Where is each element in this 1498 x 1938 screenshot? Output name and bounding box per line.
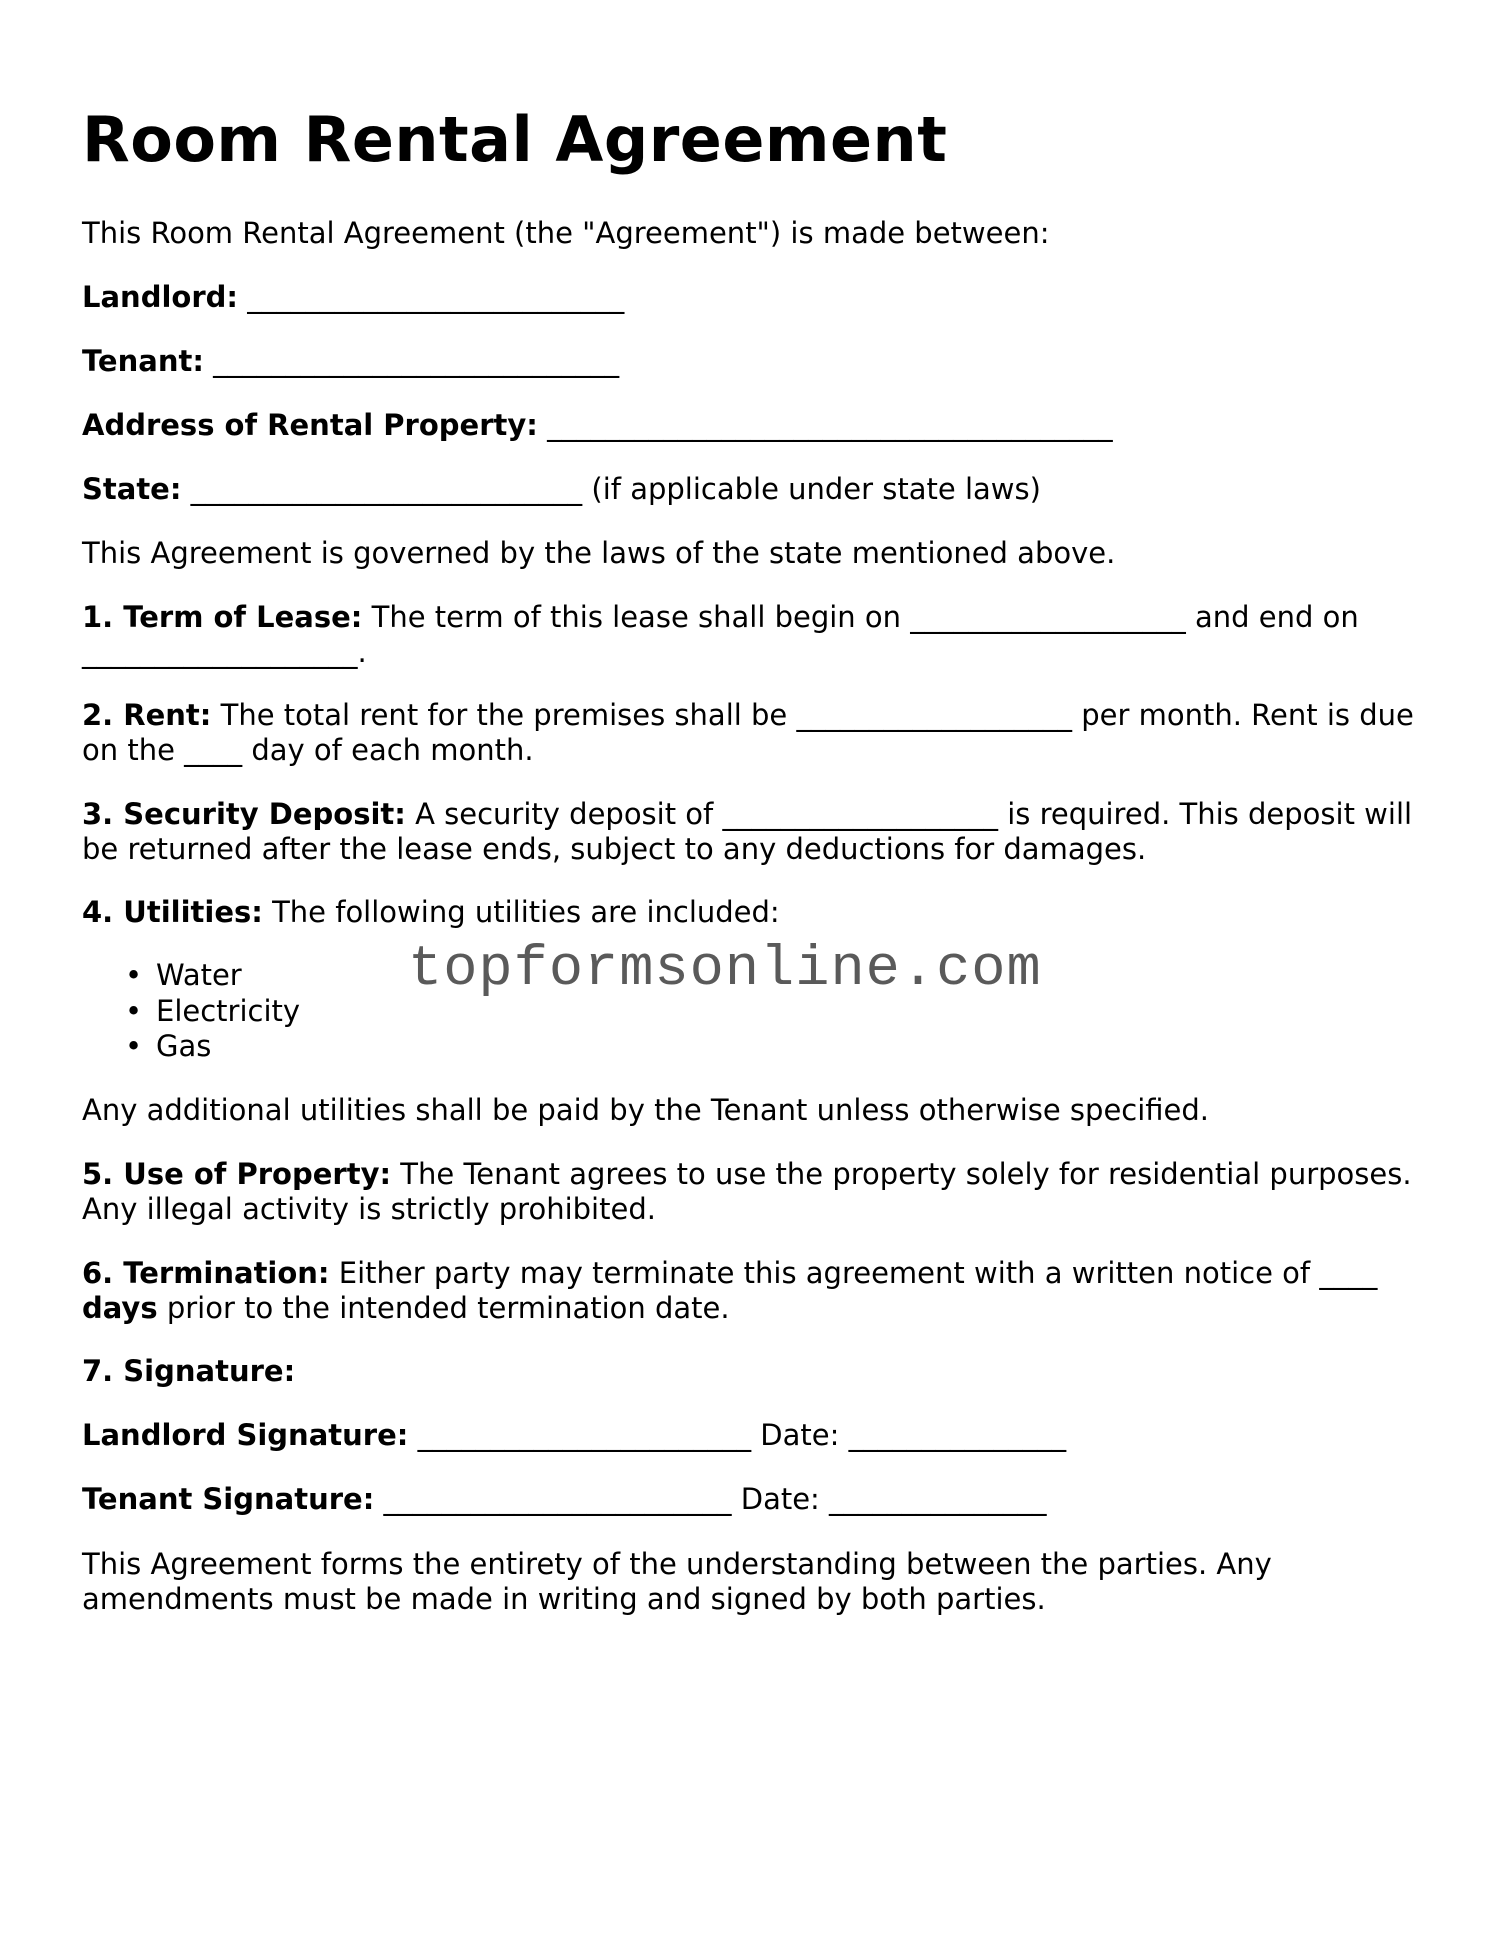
rent-amount-blank: ___________________ xyxy=(796,698,1072,732)
rent-label: 2. Rent: xyxy=(82,698,212,732)
use-clause xyxy=(82,1157,1422,1227)
utilities-label: 4. Utilities: xyxy=(82,895,263,929)
tenant-signature-blank: ________________________ xyxy=(383,1482,732,1516)
landlord-signature-blank: _______________________ xyxy=(417,1418,752,1452)
term-start-blank: ___________________ xyxy=(910,600,1186,634)
state-label: State: xyxy=(82,472,182,506)
governed-text: This Agreement is governed by the laws of the state mentioned above. xyxy=(82,536,1116,570)
tenant-line xyxy=(82,344,1422,379)
rent-clause xyxy=(82,698,1422,768)
utility-electricity: Electricity xyxy=(156,993,301,1028)
termination-days: days xyxy=(82,1291,158,1325)
bullet-icon: • xyxy=(125,1029,143,1063)
term-label: 1. Term of Lease: xyxy=(82,600,363,634)
tenant-date-label: Date: xyxy=(740,1482,820,1516)
bullet-icon: • xyxy=(125,958,143,992)
rent-day-blank: ____ xyxy=(184,733,243,767)
rent-text-2: per month. Rent is due on the xyxy=(82,698,1414,767)
tenant-signature-label: Tenant Signature: xyxy=(82,1482,375,1516)
landlord-date-blank: _______________ xyxy=(848,1418,1067,1452)
address-blank: _______________________________________ xyxy=(547,408,1113,442)
term-end-period: . xyxy=(357,635,367,669)
watermark-text: topformsonline.com xyxy=(408,938,1042,1002)
signature-heading xyxy=(82,1354,1422,1389)
utilities-additional: Any additional utilities shall be paid by the Tenant unless otherwise specified. xyxy=(82,1093,1210,1127)
termination-label: 6. Termination: xyxy=(82,1256,330,1290)
page-title: Room Rental Agreement xyxy=(82,103,948,176)
landlord-signature-label: Landlord Signature: xyxy=(82,1418,409,1452)
term-text-2: and end on xyxy=(1194,600,1359,634)
address-label: Address of Rental Property: xyxy=(82,408,538,442)
bullet-icon: • xyxy=(125,993,143,1028)
termination-text-1: Either party may terminate this agreement with a written notice of xyxy=(338,1256,1311,1290)
utilities-list xyxy=(82,958,300,1065)
landlord-label: Landlord: xyxy=(82,280,238,314)
term-end-blank: ___________________ xyxy=(82,635,358,669)
landlord-signature-line xyxy=(82,1418,1422,1453)
termination-clause xyxy=(82,1256,1422,1326)
state-blank: ___________________________ xyxy=(190,472,583,506)
rent-text-1: The total rent for the premises shall be xyxy=(220,698,788,732)
termination-blank: ____ xyxy=(1319,1256,1378,1290)
deposit-blank: ___________________ xyxy=(722,797,998,831)
deposit-clause xyxy=(82,797,1422,867)
utility-gas: Gas xyxy=(156,1029,212,1063)
list-item xyxy=(82,1029,300,1065)
address-line xyxy=(82,408,1422,443)
tenant-date-blank: _______________ xyxy=(829,1482,1047,1516)
termination-text-2: prior to the intended termination date. xyxy=(166,1291,730,1325)
use-label: 5. Use of Property: xyxy=(82,1157,392,1191)
use-text: The Tenant agrees to use the property solely for residential purposes. Any illegal activity is strictly prohibited. xyxy=(82,1157,1412,1226)
rent-text-3: day of each month. xyxy=(251,733,534,767)
tenant-label: Tenant: xyxy=(82,344,204,378)
list-item xyxy=(82,994,300,1030)
utility-water: Water xyxy=(156,958,242,992)
landlord-line xyxy=(82,280,1422,315)
tenant-signature-line xyxy=(82,1482,1422,1517)
tenant-blank: ____________________________ xyxy=(213,344,620,378)
signature-label: 7. Signature: xyxy=(82,1354,296,1388)
closing-text: This Agreement forms the entirety of the understanding between the parties. Any amendments must be made in writing and signed by both parties. xyxy=(82,1547,1272,1616)
deposit-label: 3. Security Deposit: xyxy=(82,797,406,831)
landlord-blank: __________________________ xyxy=(247,280,625,314)
state-note: (if applicable under state laws) xyxy=(591,472,1041,506)
utilities-text: The following utilities are included: xyxy=(272,895,780,929)
list-item xyxy=(82,958,300,994)
term-text-1: The term of this lease shall begin on xyxy=(371,600,902,634)
term-clause xyxy=(82,600,1422,670)
intro-text: This Room Rental Agreement (the "Agreement") is made between: xyxy=(82,216,1050,250)
deposit-text-2: is required. This deposit will be returned after the lease ends, subject to any deductions for damages. xyxy=(82,797,1413,866)
deposit-text-1: A security deposit of xyxy=(415,797,714,831)
utilities-clause xyxy=(82,895,1422,930)
state-line xyxy=(82,472,1422,507)
landlord-date-label: Date: xyxy=(760,1418,840,1452)
